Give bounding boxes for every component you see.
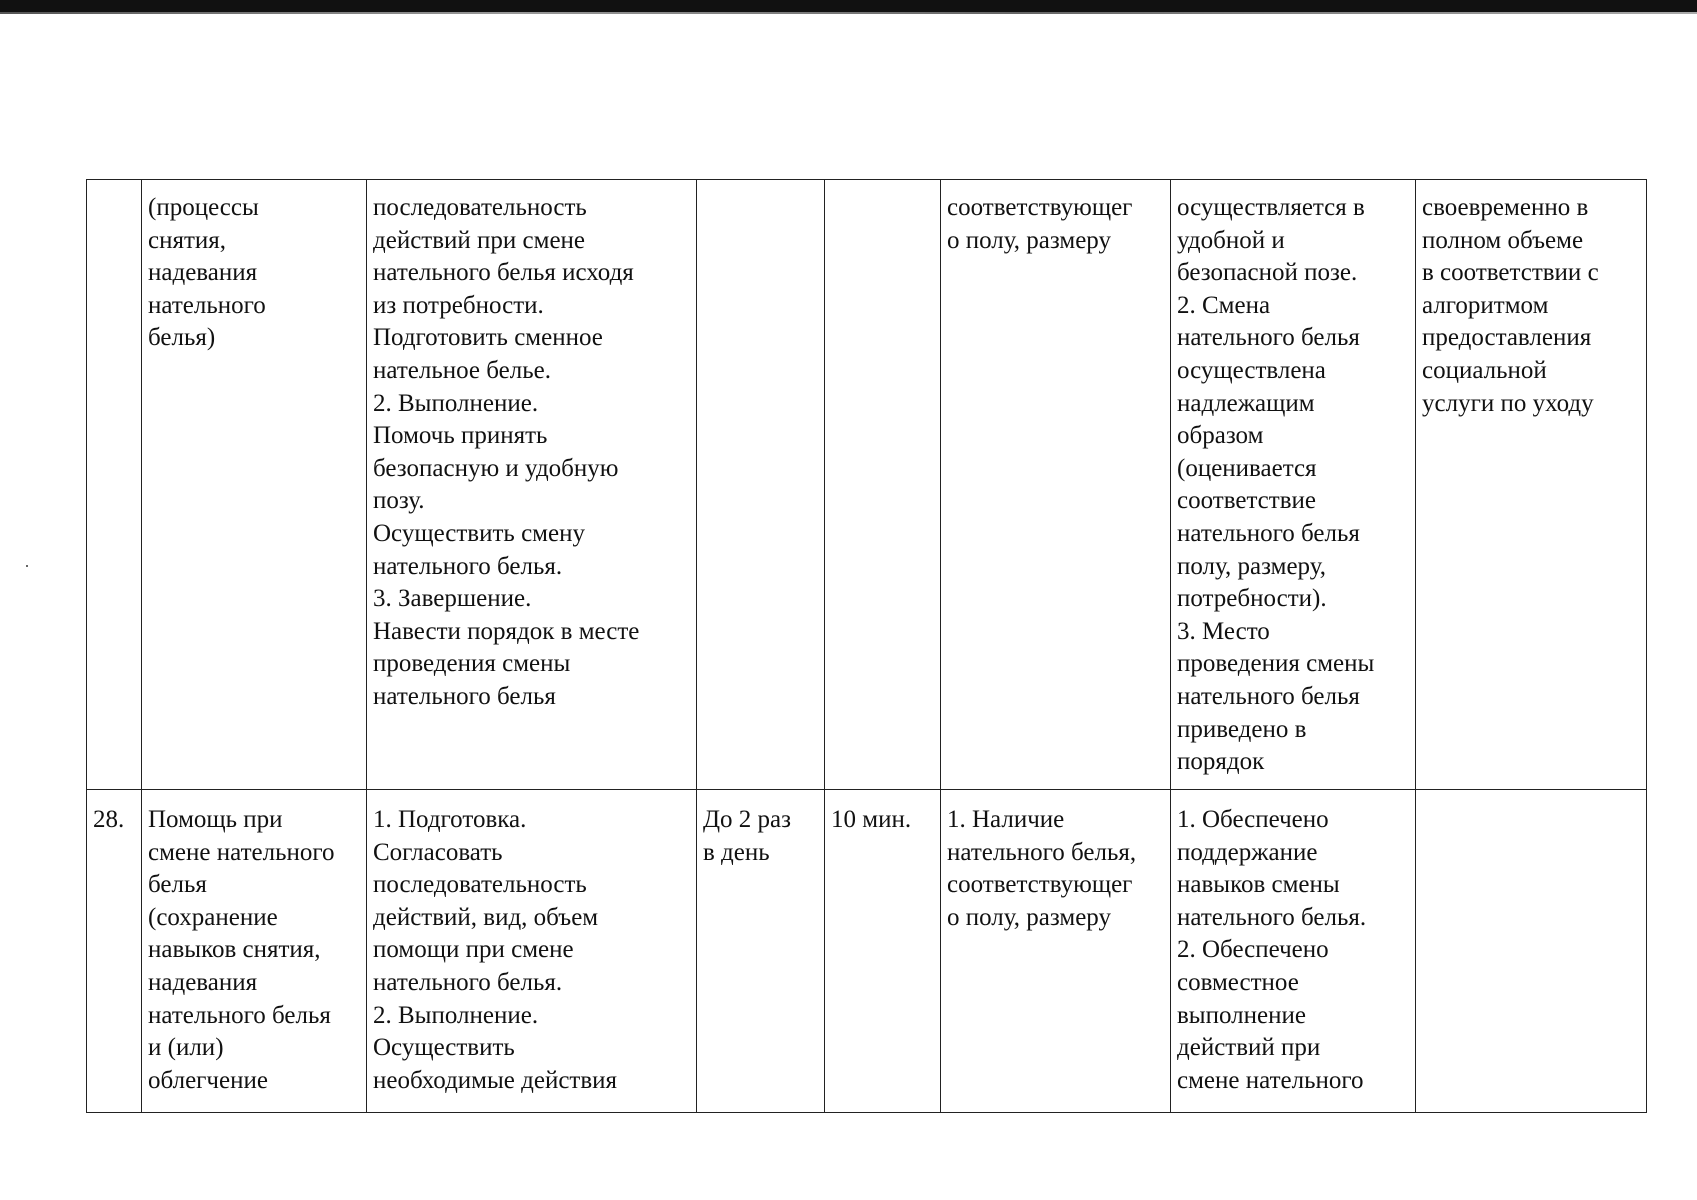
cell-time xyxy=(825,180,941,790)
cell-number xyxy=(87,180,142,790)
scan-top-border xyxy=(0,0,1697,12)
services-table xyxy=(86,179,1647,1113)
table-row xyxy=(87,790,1647,1113)
cell-service-content: последовательность действий при смене нательного белья исходя из потребности. Подготовить сменное нательное белье. 2. Выполнение. Помочь принять безопасную и удобную позу. Осуществить смену нательного белья. 3. Завершение. Навести порядок в месте проведения смены нательного белья xyxy=(367,180,697,790)
cell-frequency: До 2 раз в день xyxy=(697,790,825,1113)
cell-assessment: своевременно в полном объеме в соответствии с алгоритмом предоставления социальной услуги по уходу xyxy=(1416,180,1647,790)
cell-assessment xyxy=(1416,790,1647,1113)
cell-number: 28. xyxy=(87,790,142,1113)
cell-frequency xyxy=(697,180,825,790)
cell-results: 1. Обеспечено поддержание навыков смены нательного белья. 2. Обеспечено совместное выполнение действий при смене нательного xyxy=(1171,790,1416,1113)
cell-time: 10 мин. xyxy=(825,790,941,1113)
cell-results: осуществляется в удобной и безопасной позе. 2. Смена нательного белья осуществлена надлежащим образом (оценивается соответствие нательного белья полу, размеру, потребности). 3. Место проведения смены нательного белья приведено в порядок xyxy=(1171,180,1416,790)
cell-service-content: 1. Подготовка. Согласовать последовательность действий, вид, объем помощи при смене нательного белья. 2. Выполнение. Осуществить необходимые действия xyxy=(367,790,697,1113)
cell-service-name: (процессы снятия, надевания нательного белья) xyxy=(142,180,367,790)
cell-conditions: 1. Наличие нательного белья, соответствующег о полу, размеру xyxy=(941,790,1171,1113)
table-row xyxy=(87,180,1647,790)
scan-speck xyxy=(26,565,28,567)
cell-conditions: соответствующег о полу, размеру xyxy=(941,180,1171,790)
cell-service-name: Помощь при смене нательного белья (сохранение навыков снятия, надевания нательного белья и (или) облегчение xyxy=(142,790,367,1113)
